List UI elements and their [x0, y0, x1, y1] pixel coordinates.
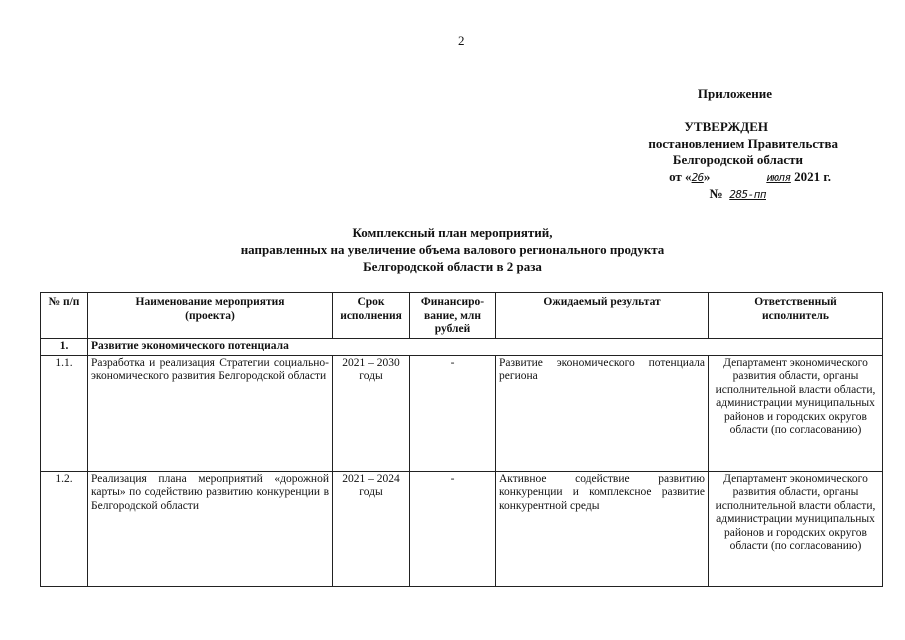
approved-label: УТВЕРЖДЕН	[684, 119, 768, 134]
date-day: 26	[691, 171, 704, 184]
header-term: Срок исполнения	[333, 293, 410, 339]
header-result: Ожидаемый результат	[496, 293, 709, 339]
row-result: Развитие экономического потенциала региона	[496, 355, 709, 471]
row-name: Разработка и реализация Стратегии социально-экономического развития Белгородской области	[88, 355, 333, 471]
header-num: № п/п	[41, 293, 88, 339]
date-prefix: от «	[669, 169, 692, 184]
plan-table	[40, 292, 883, 587]
number-prefix: №	[709, 186, 723, 201]
header-finance: Финансиро-вание, млн рублей	[410, 293, 496, 339]
appendix-label: Приложение	[697, 86, 772, 101]
title-line-3: Белгородской области в 2 раза	[363, 259, 542, 274]
header-responsible: Ответственный исполнитель	[709, 293, 883, 339]
row-responsible: Департамент экономического развития области, органы исполнительной власти области, администрации муниципальных районов и городских округов области (по согласованию)	[709, 471, 883, 586]
row-finance: -	[410, 471, 496, 586]
row-finance: -	[410, 355, 496, 471]
row-name: Реализация плана мероприятий «дорожной карты» по содействию развитию конкуренции в Белгородской области	[88, 471, 333, 586]
row-responsible: Департамент экономического развития области, органы исполнительной власти области, администрации муниципальных районов и городских округов области (по согласованию)	[709, 355, 883, 471]
title-line-2: направленных на увеличение объема валового регионального продукта	[240, 242, 665, 257]
date-mid: »	[703, 169, 711, 184]
table-row	[41, 471, 883, 586]
approval-number	[710, 186, 766, 202]
section-title: Развитие экономического потенциала	[88, 339, 883, 356]
title-line-1: Комплексный план мероприятий,	[352, 225, 553, 240]
number-value: 285-пп	[729, 188, 766, 201]
row-term: 2021 – 2024 годы	[333, 471, 410, 586]
section-num: 1.	[41, 339, 88, 356]
date-month: июля	[766, 171, 791, 184]
date-year: 2021 г.	[794, 169, 831, 184]
approval-line-2: Белгородской области	[672, 152, 803, 167]
row-num: 1.1.	[41, 355, 88, 471]
section-row	[41, 339, 883, 356]
header-name: Наименование мероприятия (проекта)	[88, 293, 333, 339]
row-result: Активное содействие развитию конкуренции и комплексное развитие конкурентной среды	[496, 471, 709, 586]
table-header-row	[41, 293, 883, 339]
document-title	[0, 224, 905, 275]
page-number: 2	[458, 33, 465, 48]
approval-line-1: постановлением Правительства	[648, 136, 838, 151]
table-row	[41, 355, 883, 471]
approval-date	[669, 169, 831, 185]
row-num: 1.2.	[41, 471, 88, 586]
row-term: 2021 – 2030 годы	[333, 355, 410, 471]
